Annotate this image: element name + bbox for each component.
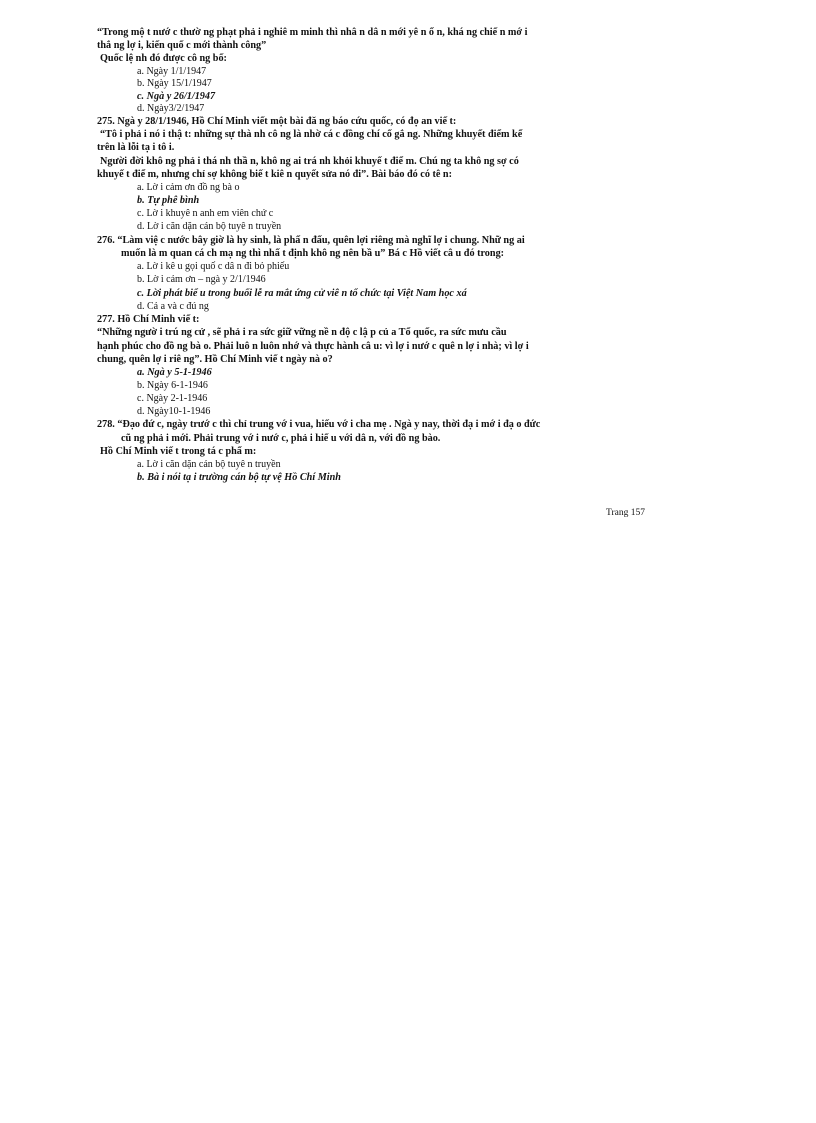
q278-option-a: a. Lờ i căn dặn cán bộ tuyê n truyền [137, 459, 281, 470]
q274-question: Quốc lệ nh đó được cô ng bố: [100, 53, 227, 64]
q277-question: 277. Hồ Chí Minh viế t: [97, 314, 200, 325]
q277-option-d: d. Ngày10-1-1946 [137, 406, 211, 417]
q274-option-b: b. Ngày 15/1/1947 [137, 78, 212, 89]
q274-quote-line-2: thắ ng lợ i, kiến quố c mới thành công” [97, 40, 267, 51]
q274-option-a: a. Ngày 1/1/1947 [137, 66, 207, 77]
q277-quote-line-3: chung, quên lợ i riê ng”. Hồ Chí Minh viế t ngày nà o? [97, 354, 333, 365]
q278-option-b-answer: b. Bà i nói tạ i trường cán bộ tự vệ Hồ Chí Minh [137, 472, 341, 483]
q274-option-c-answer: c. Ngà y 26/1/1947 [137, 91, 216, 102]
q276-question-line-1: 276. “Làm việ c nước bây giờ là hy sinh, là phấ n đấu, quên lợi riêng mà nghĩ lợ i chung. Nhữ ng ai [97, 235, 525, 246]
q275-quote-line-1: “Tô i phả i nó i thậ t: những sự thà nh cô ng là nhờ cá c đồng chí cố gắ ng. Những khuyết điểm kể [100, 129, 523, 140]
q277-quote-line-1: “Những ngườ i trú ng cử , sẽ phả i ra sức giữ vững nề n độ c lậ p củ a Tổ quốc, ra sức mưu cầu [97, 327, 507, 338]
q274-quote-line-1: “Trong mộ t nướ c thườ ng phạt phả i nghiê m minh thì nhâ n dâ n mới yê n ổ n, khá ng chiế n mớ i [97, 27, 528, 38]
q277-option-a-answer: a. Ngà y 5-1-1946 [137, 367, 212, 378]
q277-option-b: b. Ngày 6-1-1946 [137, 380, 208, 391]
q276-option-c-answer: c. Lời phát biể u trong buổi lễ ra mắt ứng cử viê n tổ chức tại Việt Nam học xá [137, 288, 467, 299]
q275-quote-line-3: Người đời khô ng phả i thá nh thầ n, khô ng ai trá nh khỏi khuyế t điể m. Chú ng ta khô ng sợ có [100, 156, 519, 167]
q275-quote-line-4: khuyế t điể m, nhưng chỉ sợ không biế t kiê n quyết sửa nó đi”. Bài báo đó có tê n: [97, 169, 452, 180]
q277-quote-line-2: hạnh phúc cho đồ ng bà o. Phải luô n luôn nhớ và thực hành câ u: vì lợ i nướ c quê n lợ i nhà; vì lợ i [97, 341, 529, 352]
q278-quote-line-1: 278. “Đạo đứ c, ngày trướ c thì chỉ trung vớ i vua, hiếu vớ i cha mẹ . Ngà y nay, thời đạ i mớ i đạ o đức [97, 419, 541, 430]
q278-question: Hồ Chí Minh viế t trong tá c phẩ m: [100, 446, 257, 457]
q276-option-b: b. Lờ i cảm ơn – ngà y 2/1/1946 [137, 274, 266, 285]
q275-option-d: d. Lờ i căn dặn cán bộ tuyê n truyền [137, 221, 282, 232]
q275-option-b-answer: b. Tự phê bình [137, 195, 200, 206]
q275-quote-line-2: trên là lỗi tạ i tô i. [97, 142, 175, 153]
q276-option-a: a. Lờ i kê u gọi quố c dâ n đi bỏ phiếu [137, 261, 290, 272]
q278-quote-line-2: cũ ng phả i mới. Phải trung vớ i nướ c, phả i hiế u với dâ n, với đồ ng bào. [121, 433, 441, 444]
q276-option-d: d. Cả a và c đú ng [137, 301, 209, 312]
q276-question-line-2: muốn là m quan cá ch mạ ng thì nhấ t định khô ng nên bầ u” Bá c Hồ viết câ u đó trong: [121, 248, 505, 259]
q275-question: 275. Ngà y 28/1/1946, Hồ Chí Minh viết một bài đă ng báo cứu quốc, có đọ an viế t: [97, 116, 457, 127]
q275-option-c: c. Lờ i khuyê n anh em viên chứ c [137, 208, 274, 219]
q277-option-c: c. Ngày 2-1-1946 [137, 393, 208, 404]
q275-option-a: a. Lờ i cảm ơn đồ ng bà o [137, 182, 240, 193]
page-number: Trang 157 [606, 508, 645, 518]
q274-option-d: d. Ngày3/2/1947 [137, 103, 205, 114]
